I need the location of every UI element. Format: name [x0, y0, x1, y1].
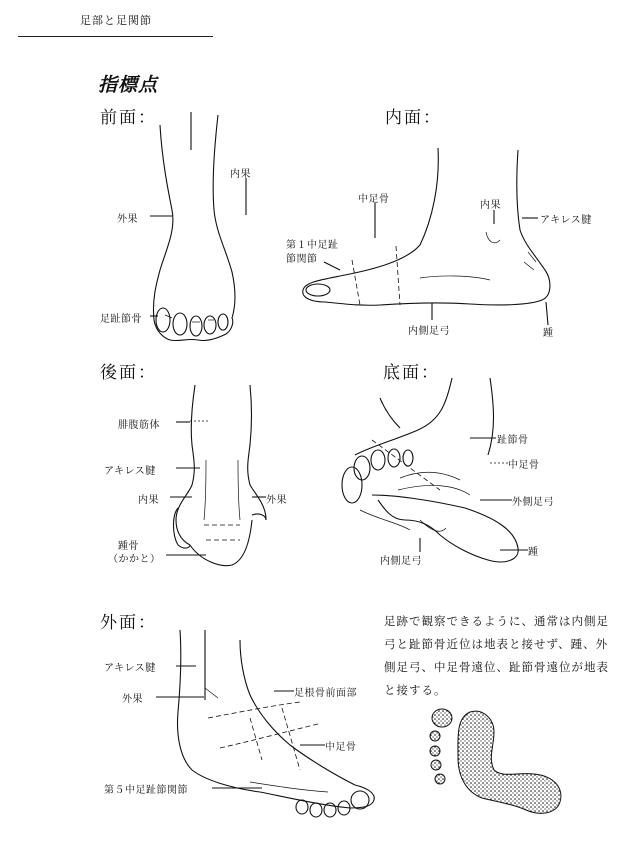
posterior-view-drawing	[174, 385, 267, 566]
view-title-front: 前面：	[100, 108, 157, 128]
label-lateral-tarsal-anterior: 足根骨前面部	[294, 688, 357, 699]
label-posterior-medial-malleolus: 内果	[138, 495, 159, 506]
footprint-note: 足跡で観察できるように、通常は内側足弓と趾節骨近位は地表と接せず、踵、外側足弓、中足骨遠位、趾節骨遠位が地表と接する。	[384, 614, 609, 697]
label-posterior-calcaneus-1: 踵骨	[118, 541, 139, 552]
label-lateral-metatarsal: 中足骨	[325, 742, 357, 753]
label-plantar-medial-arch: 内側足弓	[380, 556, 422, 567]
footprint-illustration	[422, 702, 582, 822]
view-title-medial: 内面：	[385, 108, 442, 128]
label-plantar-metatarsals: 中足骨	[508, 460, 540, 471]
label-front-medial-malleolus: 内果	[230, 169, 251, 180]
label-medial-first-mtp-2: 節関節	[286, 254, 318, 265]
label-lateral-achilles: アキレス腱	[104, 663, 156, 674]
medial-view-drawing	[303, 148, 550, 305]
label-plantar-lateral-arch: 外側足弓	[512, 497, 554, 508]
label-medial-first-mtp-1: 第１中足趾	[286, 240, 339, 251]
front-view-drawing	[153, 112, 235, 341]
plantar-view-drawing	[342, 378, 518, 562]
label-posterior-lateral-malleolus: 外果	[266, 495, 287, 506]
lateral-view-drawing	[178, 630, 375, 817]
label-plantar-heel: 踵	[528, 547, 539, 558]
label-medial-calcaneus: 踵	[543, 328, 554, 339]
label-posterior-gastrocnemius: 腓腹筋体	[118, 420, 160, 431]
label-medial-achilles: アキレス腱	[540, 215, 592, 226]
view-title-plantar: 底面：	[383, 363, 440, 383]
label-medial-medial-arch: 内側足弓	[408, 326, 450, 337]
label-posterior-calcaneus-2: （かかと）	[108, 554, 161, 565]
label-medial-metatarsal: 中足骨	[358, 194, 390, 205]
view-title-lateral: 外面：	[100, 613, 157, 633]
label-lateral-lateral-malleolus: 外果	[122, 694, 143, 705]
running-header: 足部と足関節	[80, 14, 152, 27]
view-title-posterior: 後面：	[100, 363, 157, 383]
section-title: 指標点	[98, 74, 159, 96]
label-front-toe-phalanges: 足趾節骨	[100, 314, 142, 325]
label-plantar-phalanges: 趾節骨	[497, 435, 529, 446]
label-front-lateral-malleolus: 外果	[117, 214, 138, 225]
label-lateral-fifth-mtp: 第５中足趾節関節	[104, 785, 188, 796]
label-medial-medial-malleolus: 内果	[480, 200, 501, 211]
label-posterior-achilles: アキレス腱	[104, 466, 156, 477]
